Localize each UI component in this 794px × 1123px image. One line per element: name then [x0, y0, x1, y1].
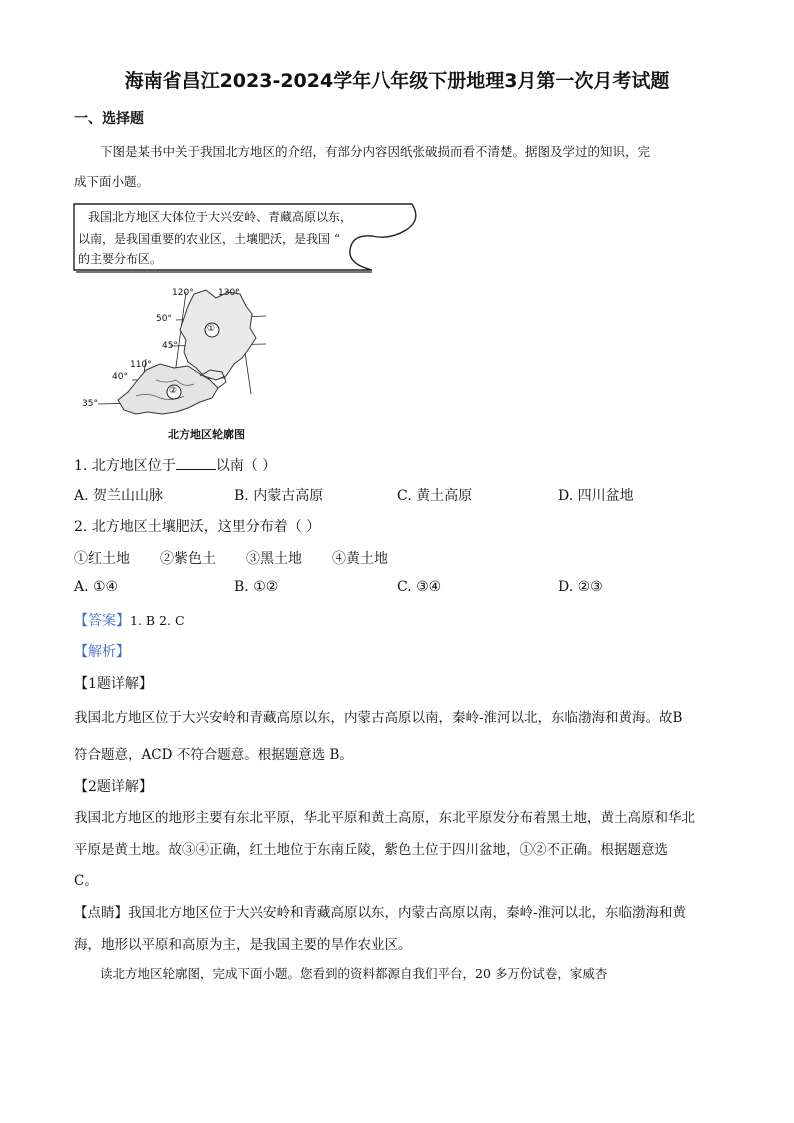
latitude-label-35: 35°	[82, 399, 98, 409]
tip-line-2: 海，地形以平原和高原为主，是我国主要的旱作农业区。	[74, 937, 412, 953]
detail-1-heading: 【1题详解】	[74, 676, 153, 692]
region-2-marker: ②	[169, 386, 178, 396]
question-1-stem-end: 以南（ ）	[215, 458, 277, 474]
q2-item-1: ①红土地	[74, 551, 130, 567]
detail-2-line-2: 平原是黄土地。故③④正确，红土地位于东南丘陵，紫色土位于四川盆地，①②不正确。根据题意选	[74, 842, 668, 858]
longitude-label-130: 130°	[218, 288, 240, 298]
answer-blank	[176, 457, 216, 470]
q2-option-d: D. ②③	[558, 579, 603, 595]
latitude-label-45: 45°	[162, 341, 178, 351]
torn-note-box	[72, 200, 422, 276]
tip-line-1	[74, 901, 686, 921]
torn-note-line-1: 我国北方地区大体位于大兴安岭、青藏高原以东，	[88, 210, 353, 224]
answer-line	[74, 610, 185, 630]
answer-text: 1. B 2. C	[130, 613, 185, 628]
detail-2-line-3: C。	[74, 873, 98, 889]
map-caption: 北方地区轮廓图	[168, 428, 245, 441]
q1-option-b: B. 内蒙古高原	[234, 488, 324, 504]
question-2-stem: 2. 北方地区土壤肥沃，这里分布着（ ）	[74, 519, 321, 535]
q1-option-d: D. 四川盆地	[558, 488, 634, 504]
longitude-label-120: 120°	[172, 288, 194, 298]
question-1-stem-start: 1. 北方地区位于	[74, 458, 176, 474]
map-outline	[76, 284, 276, 444]
longitude-label-110: 110°	[130, 360, 152, 370]
tip-text-1: 我国北方地区位于大兴安岭和青藏高原以东，内蒙古高原以南，秦岭-淮河以北，东临渤海和黄	[128, 905, 687, 921]
region-1-marker: ①	[207, 324, 216, 334]
tip-label: 【点睛】	[74, 905, 128, 921]
q2-option-a: A. ①④	[74, 579, 119, 595]
intro-line-2: 成下面小题。	[74, 174, 150, 189]
q1-option-a: A. 贺兰山山脉	[74, 488, 164, 504]
detail-1-line-2: 符合题意，ACD 不符合题意。根据题意选 B。	[74, 747, 353, 763]
torn-note-line-3: 的主要分布区。	[78, 252, 163, 266]
analysis-label: 【解析】	[74, 644, 130, 660]
q2-option-c: C. ③④	[397, 579, 442, 595]
page-title: 海南省昌江2023-2024学年八年级下册地理3月第一次月考试题	[124, 70, 670, 92]
detail-2-heading: 【2题详解】	[74, 779, 153, 795]
q1-option-c: C. 黄土高原	[397, 488, 473, 504]
torn-note-line-2: 以南，是我国重要的农业区，土壤肥沃，是我国 “	[78, 232, 340, 246]
section-heading: 一、选择题	[74, 111, 144, 127]
detail-2-line-1: 我国北方地区的地形主要有东北平原，华北平原和黄土高原，东北平原发分布着黑土地，黄土高原和华北	[74, 810, 695, 826]
detail-1-line-1: 我国北方地区位于大兴安岭和青藏高原以东，内蒙古高原以南，秦岭-淮河以北，东临渤海和黄海。故B	[74, 710, 683, 726]
latitude-label-40: 40°	[112, 372, 128, 382]
footer-prompt: 读北方地区轮廓图，完成下面小题。您看到的资料都源自我们平台，20 多万份试卷，家威杏	[100, 966, 608, 981]
q2-option-b: B. ①②	[234, 579, 279, 595]
q2-item-2: ②紫色土	[160, 551, 216, 567]
q2-item-3: ③黑土地	[246, 551, 302, 567]
question-1-stem	[74, 455, 276, 475]
north-region-map	[76, 284, 276, 444]
intro-line-1: 下图是某书中关于我国北方地区的介绍，有部分内容因纸张破损而看不清楚。据图及学过的知识，完	[100, 144, 651, 159]
answer-label: 【答案】	[74, 613, 130, 629]
latitude-label-50: 50°	[156, 314, 172, 324]
q2-item-4: ④黄土地	[332, 551, 388, 567]
